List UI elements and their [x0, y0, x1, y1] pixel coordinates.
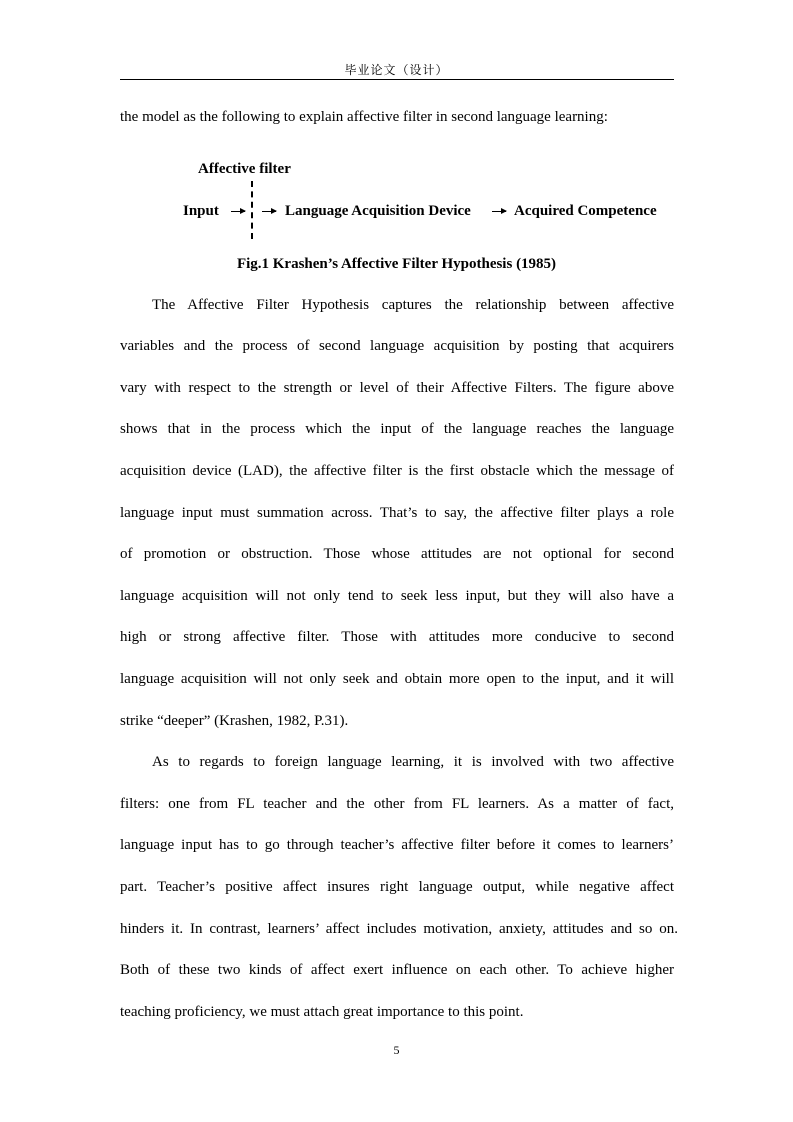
filter-dashed-line: [251, 181, 253, 239]
paragraph-line: high or strong affective filter. Those with attitudes more conducive to second: [120, 629, 674, 645]
paragraph-line: of promotion or obstruction. Those whose attitudes are not optional for second: [120, 546, 674, 562]
arrow-right-icon: [262, 211, 276, 212]
figure-caption: Fig.1 Krashen’s Affective Filter Hypothesis (1985): [236, 256, 557, 272]
paragraph-line: hinders it. In contrast, learners’ affect includes motivation, anxiety, attitudes and so on.: [120, 921, 678, 937]
paragraph-line: part. Teacher’s positive affect insures right language output, while negative affect: [120, 879, 674, 895]
paragraph-line: The Affective Filter Hypothesis captures the relationship between affective: [152, 297, 674, 313]
figure-lad-label: Language Acquisition Device: [285, 203, 471, 219]
paragraph-line: filters: one from FL teacher and the other from FL learners. As a matter of fact,: [120, 796, 674, 812]
paragraph-line: language input must summation across. That’s to say, the affective filter plays a role: [120, 505, 674, 521]
figure-input-label: Input: [183, 203, 219, 219]
header-title: 毕业论文（设计）: [344, 63, 449, 77]
paragraph-line: variables and the process of second language acquisition by posting that acquirers: [120, 338, 674, 354]
paragraph-line: strike “deeper” (Krashen, 1982, P.31).: [120, 713, 349, 729]
arrow-right-icon: [231, 211, 245, 212]
paragraph-line: language input has to go through teacher’s affective filter before it comes to learners’: [120, 837, 674, 853]
header-rule: [120, 79, 674, 80]
page-number: 5: [393, 1043, 400, 1057]
paragraph-line: vary with respect to the strength or level of their Affective Filters. The figure above: [120, 380, 674, 396]
figure-filter-label: Affective filter: [198, 161, 291, 177]
arrow-right-icon: [492, 211, 506, 212]
paragraph-line: language acquisition will not only seek and obtain more open to the input, and it will: [120, 671, 674, 687]
paragraph-line: As to regards to foreign language learning, it is involved with two affective: [152, 754, 674, 770]
intro-line: the model as the following to explain affective filter in second language learning:: [120, 109, 608, 125]
paragraph-line: Both of these two kinds of affect exert influence on each other. To achieve higher: [120, 962, 674, 978]
paragraph-line: shows that in the process which the input of the language reaches the language: [120, 421, 674, 437]
paragraph-line: language acquisition will not only tend to seek less input, but they will also have a: [120, 588, 674, 604]
paragraph-line: teaching proficiency, we must attach great importance to this point.: [120, 1004, 524, 1020]
paragraph-line: acquisition device (LAD), the affective filter is the first obstacle which the message of: [120, 463, 674, 479]
figure-competence-label: Acquired Competence: [514, 203, 657, 219]
